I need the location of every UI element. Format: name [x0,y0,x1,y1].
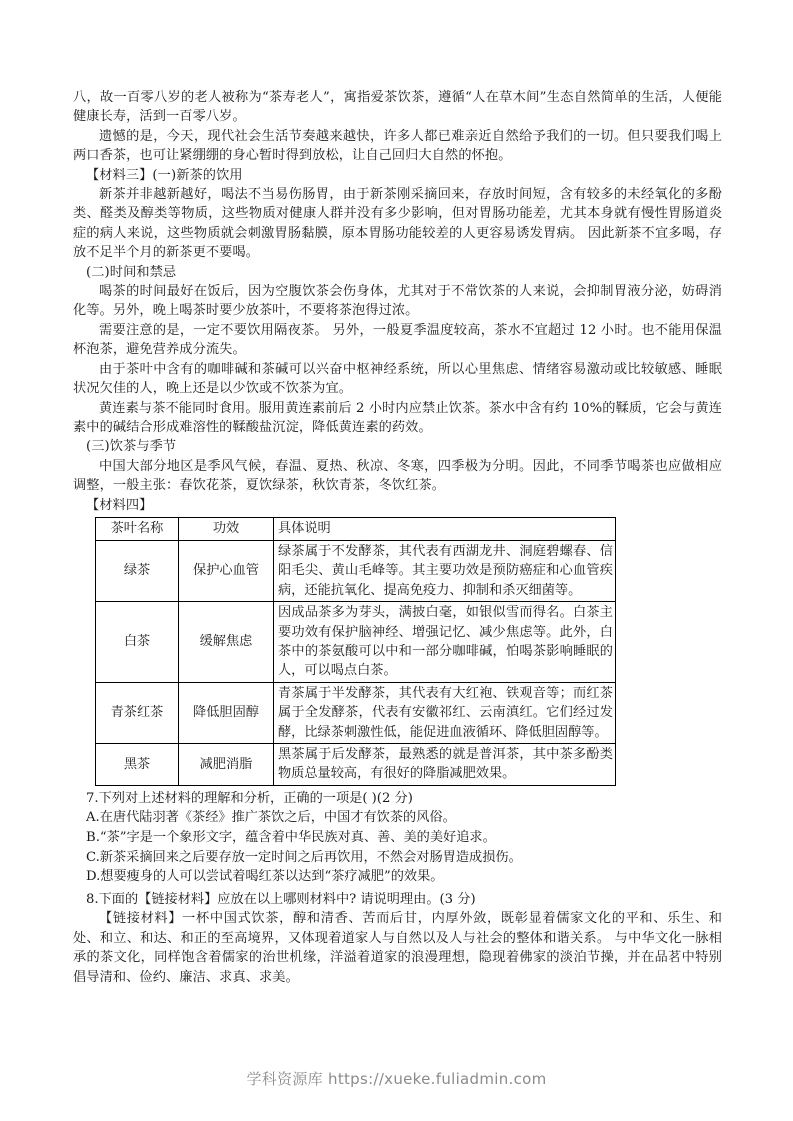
cell-effect: 降低胆固醇 [179,682,274,743]
cell-tea-name: 绿茶 [96,540,179,601]
watermark [0,1068,793,1089]
document-content [73,88,722,987]
cell-tea-name: 白茶 [96,602,179,683]
material3-paragraph-1: 新茶并非越新越好，喝法不当易伤肠胃，由于新茶刚采摘回来，存放时间短，含有较多的未经氧化的多酚类、醛类及醇类等物质，这些物质对健康人群并没有多少影响，但对胃肠功能差，尤其本身就有慢性胃肠道炎症的病人来说，这些物质就会刺激胃肠黏膜，原本胃肠功能较差的人更容易诱发胃病。 因此新茶不宜多喝，存放不足半个月的新茶更不要喝。 [73,187,722,261]
cell-tea-name: 青茶红茶 [96,682,179,743]
material3-section2-title: (二)时间和禁忌 [86,264,177,280]
cell-description: 黑茶属于后发酵茶，最熟悉的就是普洱茶，其中茶多酚类物质总量较高，有很好的降脂减肥效果。 [274,744,616,786]
table-body [96,540,616,785]
material3-section3-title: (三)饮茶与季节 [86,439,177,455]
material3-section2-paragraph-2: 需要注意的是，一定不要饮用隔夜茶。 另外，一般夏季温度较高，茶水不宜超过 12 小时。也不能用保温杯泡茶，避免营养成分流失。 [73,322,722,358]
question-8 [73,890,722,987]
material3-section2-paragraph-1: 喝茶的时间最好在饭后，因为空腹饮茶会伤身体，尤其对于不常饮茶的人来说，会抑制胃液分泌，妨碍消化等。另外，晚上喝茶时要少放茶叶，不要将茶泡得过浓。 [73,284,722,319]
paragraph-regret: 遗憾的是，今天，现代社会生活节奏越来越快，许多人都已难亲近自然给予我们的一切。但只要我们喝上两口香茶，也可让紧绷绷的身心暂时得到放松，让自己回归大自然的怀抱。 [73,128,722,164]
header-effect: 功效 [179,517,274,540]
table-header-row [96,517,616,540]
material3-section2-paragraph-4: 黄连素与茶不能同时食用。服用黄连素前后 2 小时内应禁止饮茶。茶水中含有约 10%的鞣质，它会与黄连素中的碱结合形成难溶性的鞣酸盐沉淀，降低黄连素的药效。 [73,400,722,435]
cell-effect: 减肥消脂 [179,744,274,786]
table-row [96,682,616,743]
material4-table [95,517,616,786]
paragraph-continuation: 八，故一百零八岁的老人被称为“茶寿老人”，寓指爱茶饮茶，遵循“人在草木间”生态自然简单的生活，人便能健康长寿，活到一百零八岁。 [73,90,722,125]
question-7-stem: 7.下列对上述材料的理解和分析，正确的一项是( )(2 分) [86,790,413,806]
cell-description: 因成品茶多为芽头，满披白毫，如银似雪而得名。白茶主要功效有保护脑神经、增强记忆、减少焦虑等。此外，白茶中的茶氨酸可以中和一部分咖啡碱，怕喝茶影响睡眠的人，可以喝点白茶。 [274,602,616,683]
table-row [96,540,616,601]
question-7-option-b: B.“茶”字是一个象形文字，蕴含着中华民族对真、善、美的美好追求。 [86,830,496,845]
question-8-stem: 8.下面的【链接材料】应放在以上哪则材料中? 请说明理由。(3 分) [86,891,476,907]
material3-section3-paragraph-1: 中国大部分地区是季风气候，春温、夏热、秋凉、冬寒，四季极为分明。因此，不同季节喝茶也应做相应调整，一般主张：春饮花茶，夏饮绿茶，秋饮青茶，冬饮红茶。 [73,458,722,494]
question-8-linked-material: 【链接材料】一杯中国式饮茶，醇和清香、苦而后甘，内厚外敛，既彰显着儒家文化的平和、乐生、和处、和立、和达、和正的至高境界，又体现着道家人与自然以及人与社会的整体和谐关系。 与中华文化一脉相承的茶文化，同样饱含着儒家的治世机缘，洋溢着道家的浪漫理想，隐现着佛家的淡泊节操，并在品茗中特别倡导清和、俭约、廉洁、求真、求美。 [73,911,722,985]
material3-label: 【材料三】(一)新茶的饮用 [86,167,243,183]
material3-section2-paragraph-3: 由于茶叶中含有的咖啡碱和茶碱可以兴奋中枢神经系统，所以心里焦虑、情绪容易激动或比较敏感、睡眠状况欠佳的人，晚上还是以少饮或不饮茶为宜。 [73,361,722,397]
question-7 [73,789,722,887]
cell-effect: 缓解焦虑 [179,602,274,683]
header-tea-name: 茶叶名称 [96,517,179,540]
cell-tea-name: 黑茶 [96,744,179,786]
table-head [96,517,616,540]
question-7-option-d: D.想要瘦身的人可以尝试着喝红茶以达到“茶疗减肥”的效果。 [86,869,444,885]
table-row [96,602,616,683]
table-row [96,744,616,786]
material4-label: 【材料四】 [86,497,153,513]
question-7-option-a: A.在唐代陆羽著《茶经》推广茶饮之后，中国才有饮茶的风俗。 [86,810,456,826]
cell-description: 绿茶属于不发酵茶，其代表有西湖龙井、洞庭碧螺春、信阳毛尖、黄山毛峰等。其主要功效是预防癌症和心血管疾病，还能抗氧化、提高免疫力、抑制和杀灭细菌等。 [274,540,616,601]
header-description: 具体说明 [274,517,616,540]
question-7-option-c: C.新茶采摘回来之后要存放一定时间之后再饮用，不然会对肠胃造成损伤。 [86,849,522,865]
cell-description: 青茶属于半发酵茶，其代表有大红袍、铁观音等；而红茶属于全发酵茶，代表有安徽祁红、云南滇红。它们经过发酵，比绿茶刺激性低，能促进血液循环、降低胆固醇等。 [274,682,616,743]
watermark-text: 学科资源库 https://xueke.fuliadmin.com [246,1070,547,1088]
cell-effect: 保护心血管 [179,540,274,601]
material4-table-wrapper [73,517,722,786]
